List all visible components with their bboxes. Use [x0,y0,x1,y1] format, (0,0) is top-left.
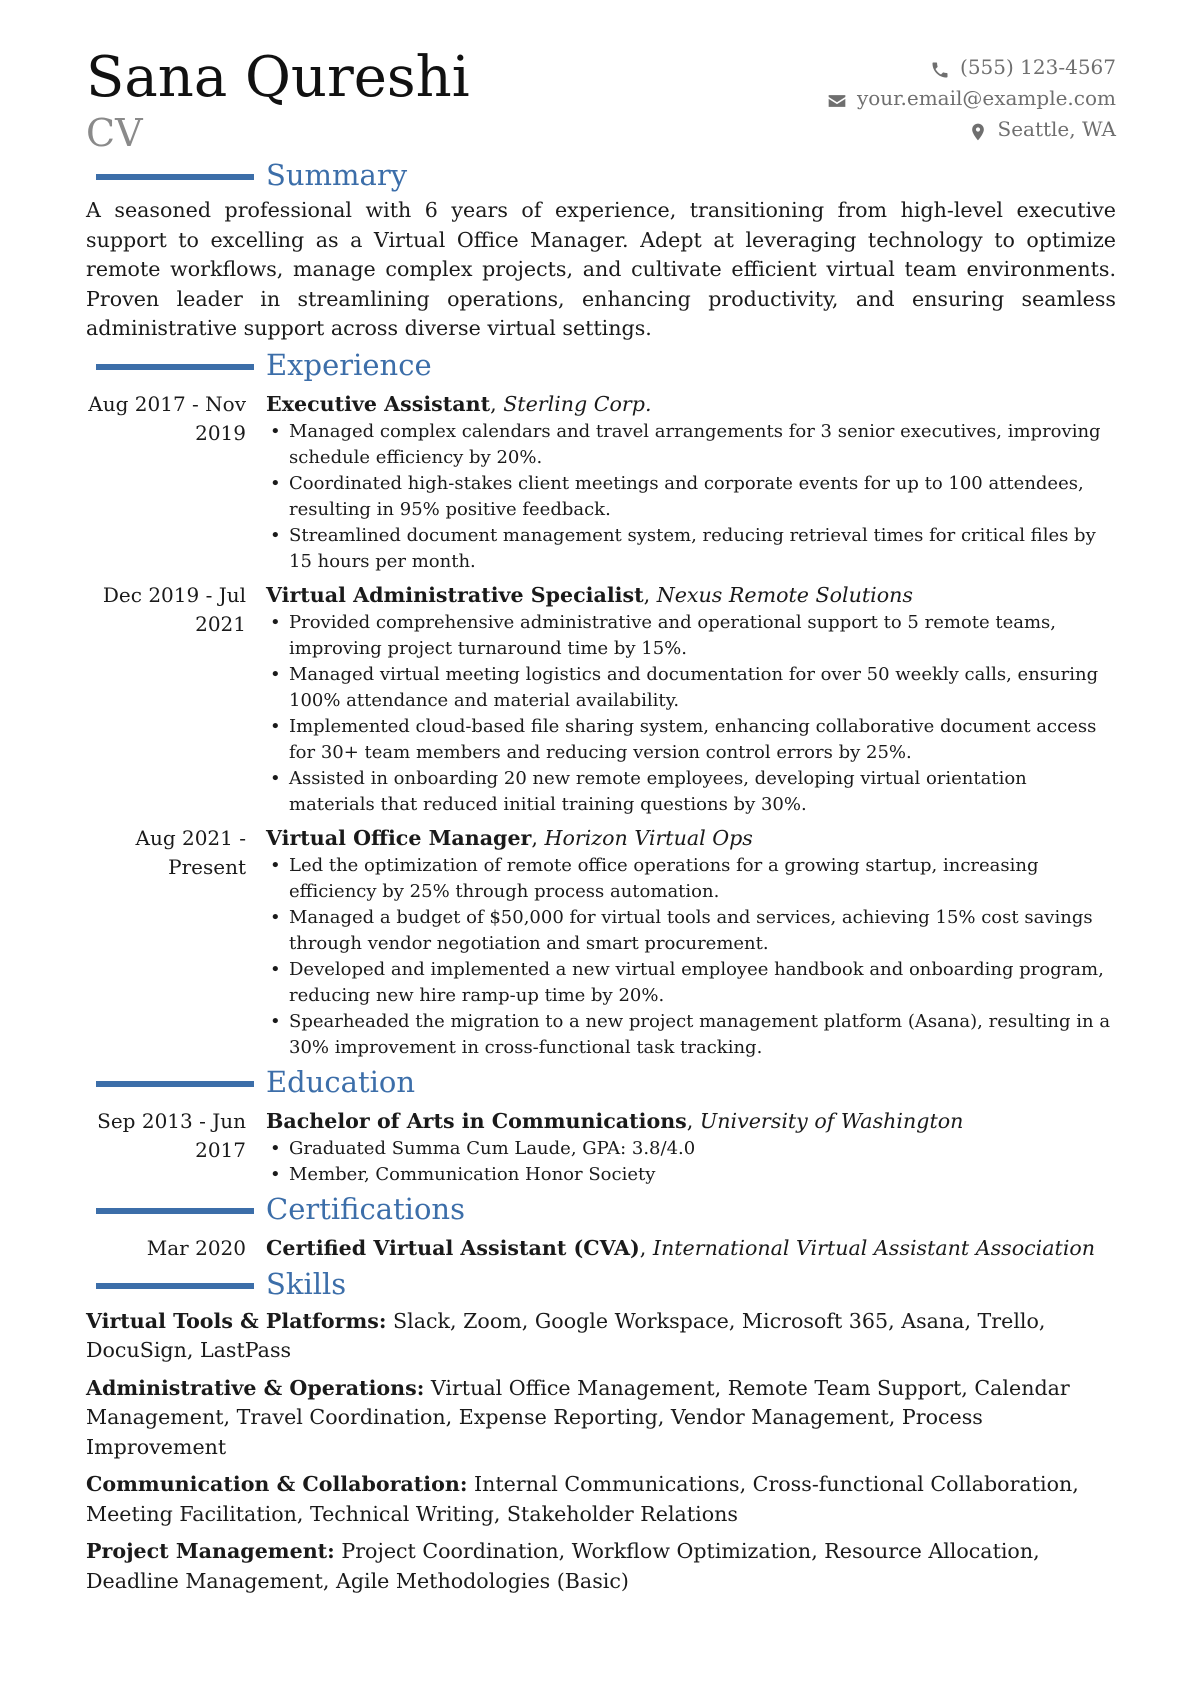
resume-header [86,42,1116,160]
section-accent-bar [96,174,254,180]
skill-row [86,1374,1116,1463]
job-title: Executive Assistant [266,391,491,416]
certification-entry [86,1234,1116,1263]
section-accent-bar [96,1081,254,1087]
organization: Horizon Virtual Ops [544,825,753,850]
list-item: • Managed virtual meeting logistics and documentation for over 50 weekly calls, ensuring 100% attendance and material availability. [266,662,1116,714]
entry-title: Executive Assistant, Sterling Corp. [266,391,652,416]
section-accent-bar [96,364,254,370]
organization: Sterling Corp. [503,391,652,416]
list-item: • Graduated Summa Cum Laude, GPA: 3.8/4.0 [266,1136,1116,1162]
section-title-summary: Summary [266,158,408,192]
list-item: • Led the optimization of remote office operations for a growing startup, increasing efficiency by 25% through process automation. [266,853,1116,905]
entry-title: Bachelor of Arts in Communications, University of Washington [266,1108,964,1133]
organization: Nexus Remote Solutions [656,582,913,607]
entry-date: Mar 2020 [146,1235,246,1260]
list-item: • Streamlined document management system, reducing retrieval times for critical files by 15 hours per month. [266,523,1116,575]
map-pin-icon [964,115,992,146]
degree-title: Bachelor of Arts in Communications [266,1108,687,1133]
entry-bullets [266,1136,1116,1188]
entry-bullets [266,853,1116,1061]
list-item: • Implemented cloud-based file sharing system, enhancing collaborative document access for 30+ team members and reducing version control errors by 25%. [266,714,1116,766]
skills-list [86,1307,1116,1597]
skill-category: Communication & Collaboration: [86,1472,468,1496]
issuing-organization: International Virtual Assistant Association [652,1235,1096,1260]
experience-entry [86,581,1116,818]
contact-email [823,83,1116,114]
candidate-name: Sana Qureshi [86,45,470,110]
section-accent-bar [96,1283,254,1289]
education-section-heading [86,1064,1116,1103]
contact-location [823,114,1116,145]
phone-number: (555) 123-4567 [960,55,1116,79]
entry-date: Dec 2019 - Jul 2021 [102,582,246,636]
email-address[interactable]: your.email@example.com [856,86,1116,110]
certifications-section-heading [86,1191,1116,1230]
skill-items: Project Coordination, Workflow Optimization, Resource Allocation, Deadline Management, Agile Methodologies (Basic) [86,1539,1040,1593]
list-item: • Spearheaded the migration to a new project management platform (Asana), resulting in a 30% improvement in cross-functional task tracking. [266,1009,1116,1061]
certification-title: Certified Virtual Assistant (CVA) [266,1235,640,1260]
skill-items: Internal Communications, Cross-functional Collaboration, Meeting Facilitation, Technical Writing, Stakeholder Relations [86,1472,1079,1526]
experience-section-heading [86,347,1116,386]
list-item: • Managed complex calendars and travel arrangements for 3 senior executives, improving schedule efficiency by 20%. [266,419,1116,471]
skill-row [86,1307,1116,1366]
list-item: • Assisted in onboarding 20 new remote employees, developing virtual orientation materials that reduced initial training questions by 30%. [266,766,1116,818]
skill-category: Administrative & Operations: [86,1375,425,1400]
location-text: Seattle, WA [997,117,1116,141]
section-accent-bar [96,1208,254,1214]
phone-icon [926,53,954,84]
contact-phone [823,52,1116,83]
section-title-experience: Experience [266,347,432,382]
list-item: • Member, Communication Honor Society [266,1162,1116,1188]
skills-section-heading [86,1266,1116,1305]
skill-category: Virtual Tools & Platforms: [86,1308,387,1333]
experience-entry [86,390,1116,575]
section-title-certifications: Certifications [266,1191,465,1226]
summary-section-heading [86,160,1116,196]
skill-row [86,1537,1116,1596]
education-entry [86,1107,1116,1188]
skill-items: Slack, Zoom, Google Workspace, Microsoft 365, Asana, Trello, DocuSign, LastPass [86,1308,1046,1362]
skill-category: Project Management: [86,1539,335,1563]
job-title: Virtual Office Manager [266,825,532,850]
entry-bullets [266,419,1116,575]
resume-page [86,42,1116,1604]
skill-items: Virtual Office Management, Remote Team Support, Calendar Management, Travel Coordination, Expense Reporting, Vendor Management, Process Improvement [86,1375,1070,1459]
section-title-skills: Skills [266,1266,347,1301]
document-subtitle: CV [86,111,143,155]
list-item: • Provided comprehensive administrative and operational support to 5 remote teams, improving project turnaround time by 15%. [266,610,1116,662]
institution: University of Washington [699,1108,964,1133]
contact-info [823,52,1116,145]
job-title: Virtual Administrative Specialist [266,582,644,607]
entry-date: Aug 2021 - Present [135,825,246,879]
entry-title: Virtual Office Manager, Horizon Virtual Ops [266,825,753,850]
entry-date: Aug 2017 - Nov 2019 [88,391,246,445]
entry-title: Certified Virtual Assistant (CVA), International Virtual Assistant Association [266,1235,1096,1260]
summary-text: A seasoned professional with 6 years of experience, transitioning from high-level executive support to excelling as a Virtual Office Manager. Adept at leveraging technology to optimize remote workflows, manage complex projects, and cultivate efficient virtual team environments. Proven leader in streamlining operations, enhancing productivity, and ensuring seamless administrative support across diverse virtual settings. [86,198,1116,340]
list-item: • Coordinated high-stakes client meetings and corporate events for up to 100 attendees, resulting in 95% positive feedback. [266,471,1116,523]
skill-row [86,1470,1116,1529]
list-item: • Developed and implemented a new virtual employee handbook and onboarding program, reducing new hire ramp-up time by 20%. [266,957,1116,1009]
entry-title: Virtual Administrative Specialist, Nexus Remote Solutions [266,582,913,607]
entry-bullets [266,610,1116,818]
list-item: • Managed a budget of $50,000 for virtual tools and services, achieving 15% cost savings through vendor negotiation and smart procurement. [266,905,1116,957]
envelope-icon [823,84,851,115]
experience-entry [86,824,1116,1061]
entry-date: Sep 2013 - Jun 2017 [97,1108,246,1162]
section-title-education: Education [266,1064,416,1099]
